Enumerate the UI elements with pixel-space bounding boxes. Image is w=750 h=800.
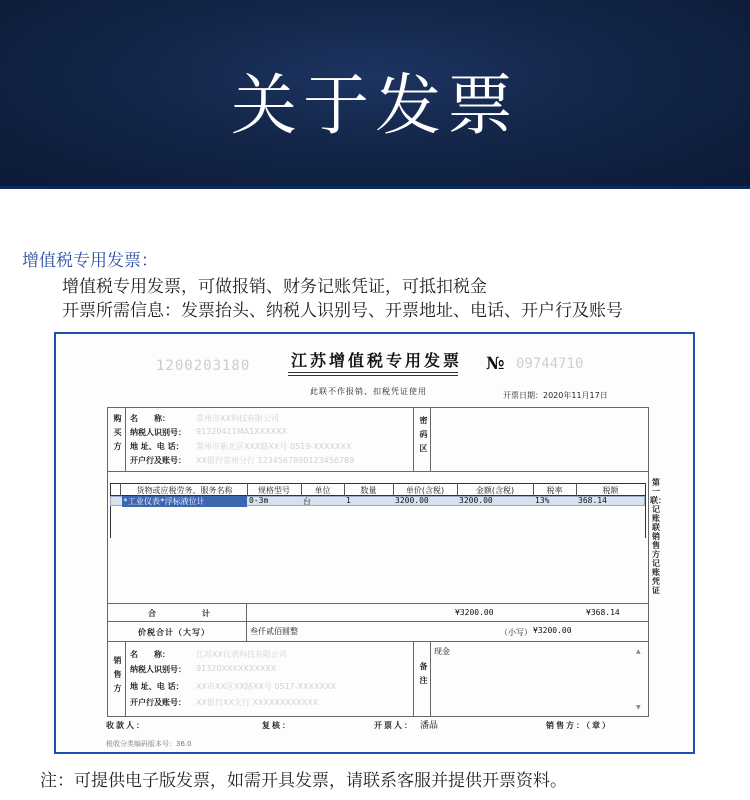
drawer-value: 潘晶 [420,721,439,731]
grand-total-lower-label: （小写） [500,628,532,637]
item-header-name: 货物或应税劳务、服务名称 [136,486,233,495]
buyer-bank-label: 开户行及账号： [130,456,186,465]
row-divider [108,471,648,472]
invoice-title: 江苏增值税专用发票 [291,351,463,370]
grand-total-lower-value: ¥3200.00 [533,626,572,635]
item-header-rate: 税率 [546,486,563,495]
buyer-tax-label: 纳税人识别号： [130,428,186,437]
invoice-date-value: 2020年11月17日 [543,391,608,400]
seller-address-value: XX市XX区XX路XX号 0517-XXXXXXX [196,682,336,691]
item-tax-cell: 368.14 [578,496,607,505]
seller-bank-label: 开户行及账号： [130,698,186,707]
remark-value[interactable]: 现金 [434,647,450,656]
cipher-area-label: 密码区 [419,416,428,458]
item-spec-cell: 0-3m [249,496,269,505]
seller-bank-value: XX银行XX支行 XXXXXXXXXXXX [196,698,319,707]
col-divider [430,641,431,716]
drawer-label: 开票人： [374,721,414,730]
item-grid-left [110,483,111,538]
invoice-serial: 1200203180 [156,358,251,374]
buyer-address-label: 地 址、电 话： [130,442,184,451]
item-header-top [110,483,646,484]
intro-line-1: 增值税专用发票，可做报销、财务记账凭证，可抵扣税金 [62,277,487,297]
row-divider [108,621,648,622]
col-divider [413,408,414,471]
intro-heading: 增值税专用发票： [22,251,158,271]
item-amount-cell: 3200.00 [459,496,493,505]
item-header-unit: 单位 [314,486,331,495]
invoice-table [107,407,649,717]
payee-label: 收款人： [106,721,146,730]
title-underline [288,375,458,376]
row-divider [108,603,648,604]
invoice-date-label: 开票日期： [503,391,543,400]
intro-line-2: 开票所需信息：发票抬头、纳税人识别号、开票地址、电话、开户行及账号 [62,301,623,321]
seller-address-label: 地 址、电 话： [130,682,184,691]
buyer-tax-value: 91320411MA1XXXXXX [196,427,288,436]
grand-total-label: 价税合计（大写） [138,628,210,637]
total-label: 合 计 [148,609,220,618]
seller-side-label: 销售方 [113,656,122,698]
seller-tax-value: 91320XXXXXXXXXX [196,664,277,673]
total-amount: ¥3200.00 [455,608,494,617]
item-header-amount: 金额(含税) [475,486,515,495]
col-divider [430,408,431,471]
copy-note: 第一联：记账联 销售方记账凭证 [650,478,666,595]
seller-name-value: 江苏XX仪表科技有限公司 [196,650,287,659]
grand-total-upper: 叁仟贰佰圆整 [250,627,298,636]
header-banner [0,0,750,188]
scroll-down-icon[interactable]: ▼ [636,704,641,711]
code-version: 税收分类编码版本号：36.0 [106,740,192,748]
item-unit-cell: 台 [303,497,311,506]
reviewer-label: 复核： [262,721,292,730]
invoice-number: 09744710 [516,356,584,372]
buyer-name-label: 名 称： [130,414,170,423]
item-header-price: 单价(含税) [405,486,445,495]
scroll-up-icon[interactable]: ▲ [636,648,641,655]
item-name-cell[interactable]: *工业仪表*浮标液位计 [122,496,247,507]
invoice-date [503,390,608,401]
item-price-cell: 3200.00 [395,496,429,505]
invoice [54,332,695,754]
col-divider [125,641,126,716]
buyer-name-value: 常州市XX科技有限公司 [196,414,279,423]
col-divider [413,641,414,716]
buyer-side-label: 购买方 [113,414,122,456]
seller-tax-label: 纳税人识别号： [130,665,186,674]
title-underline [288,372,458,373]
col-divider [246,603,247,641]
invoice-subtitle: 此联不作报销、扣税凭证使用 [310,387,427,396]
footnote: 注：可提供电子版发票，如需开具发票，请联系客服并提供开票资料。 [40,771,567,791]
buyer-bank-value: XX银行常州分行 1234567890123456789 [196,456,355,465]
banner-divider [0,186,750,189]
item-header-qty: 数量 [360,486,377,495]
item-qty-cell: 1 [346,496,351,505]
item-header-tax: 税额 [602,486,619,495]
total-tax: ¥368.14 [586,608,620,617]
col-divider [125,408,126,471]
item-rate-cell: 13% [535,496,550,505]
remark-label: 备注 [419,662,428,690]
banner-title: 关于发票 [231,67,519,144]
item-grid-right [645,483,646,538]
seller-name-label: 名 称： [130,650,170,659]
buyer-address-value: 常州市新北区XXX路XX号 0519-XXXXXXX [196,442,352,451]
invoice-number-label: № [486,354,505,374]
seller-seal-label: 销售方：（章） [546,721,612,730]
item-header-spec: 规格型号 [258,486,290,495]
row-divider [108,641,648,642]
